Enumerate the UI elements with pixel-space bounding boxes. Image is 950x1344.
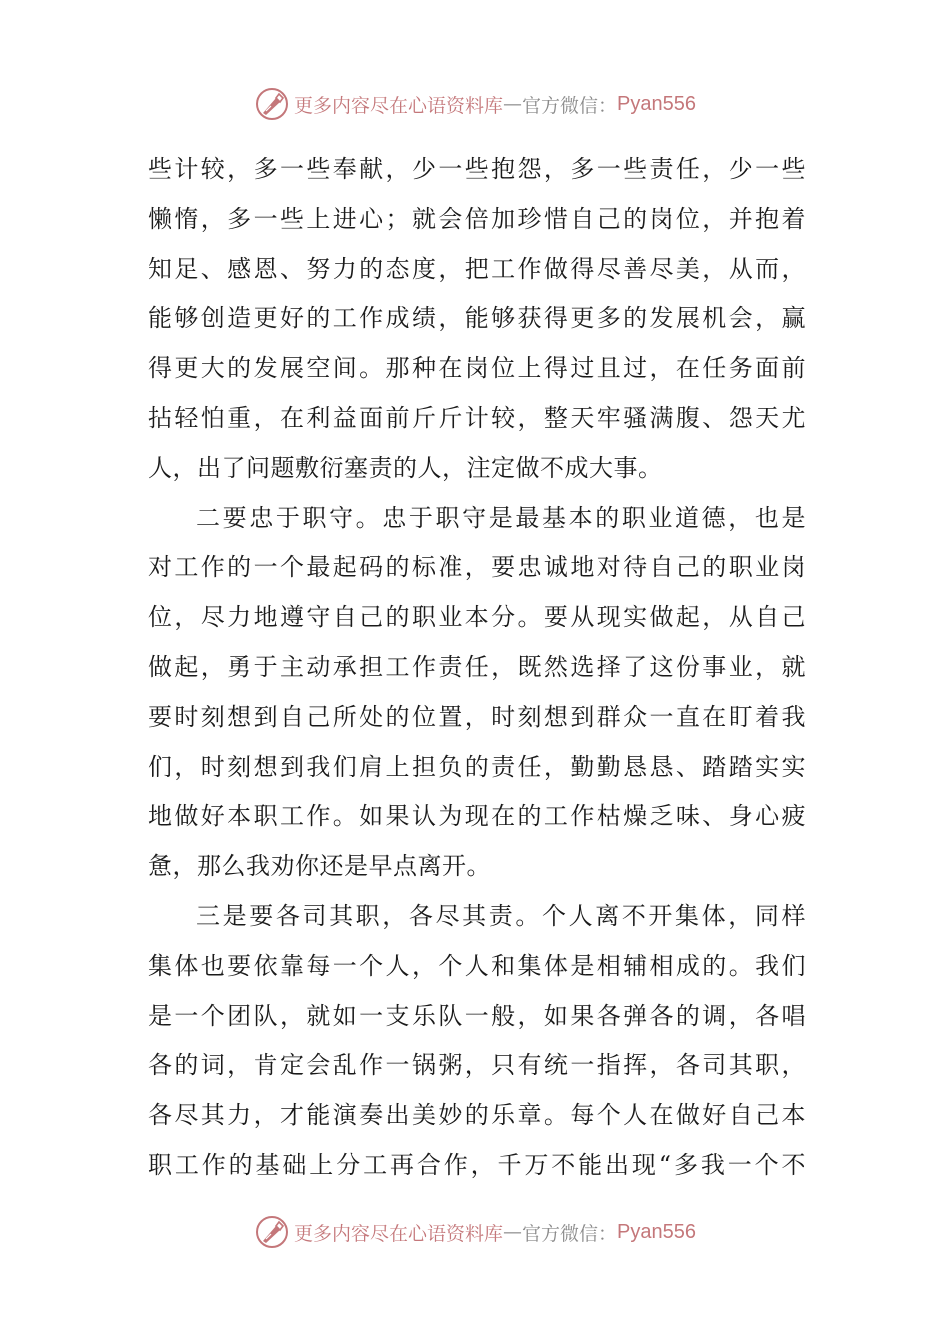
body-line: 得更大的发展空间。那种在岗位上得过且过，在任务面前 <box>148 354 806 383</box>
banner-dash: — <box>503 1221 523 1243</box>
body-line: 职工作的基础上分工再合作，千万不能出现“多我一个不 <box>148 1150 806 1179</box>
body-line: 是一个团队，就如一支乐队一般，如果各弹各的调，各唱 <box>148 1001 806 1030</box>
body-line: 们，时刻想到我们肩上担负的责任，勤勤恳恳、踏踏实实 <box>148 752 806 781</box>
body-line: 些计较，多一些奉献，少一些抱怨，多一些责任，少一些 <box>148 155 806 183</box>
paragraph-start-line: 二要忠于职守。忠于职守是最基本的职业道德，也是 <box>196 503 806 532</box>
body-line: 要时刻想到自己所处的位置，时刻想到群众一直在盯着我 <box>148 702 806 731</box>
body-line: 懒惰，多一些上进心；就会倍加珍惜自己的岗位，并抱着 <box>148 204 806 233</box>
body-line: 惫，那么我劝你还是早点离开。 <box>148 852 491 881</box>
wechat-id-text: Pyan556 <box>617 1220 696 1243</box>
body-line: 各的词，肯定会乱作一锅粥，只有统一指挥，各司其职， <box>148 1051 806 1080</box>
body-line: 对工作的一个最起码的标准，要忠诚地对待自己的职业岗 <box>148 553 806 582</box>
body-line: 集体也要依靠每一个人，个人和集体是相辅相成的。我们 <box>148 951 806 980</box>
site-name-text: 更多内容尽在心语资料库 <box>294 94 504 117</box>
body-line: 做起，勇于主动承担工作责任，既然选择了这份事业，就 <box>148 652 806 681</box>
footer-banner <box>0 1212 950 1252</box>
paragraph-start-line: 三是要各司其职，各尽其责。个人离不开集体，同样 <box>196 901 806 930</box>
body-line: 人，出了问题敷衍塞责的人，注定做不成大事。 <box>148 453 663 482</box>
body-line: 拈轻怕重，在利益面前斤斤计较，整天牢骚满腹、怨天尤 <box>148 403 806 432</box>
body-line: 位，尽力地遵守自己的职业本分。要从现实做起，从自己 <box>148 603 806 632</box>
site-name-text: 更多内容尽在心语资料库 <box>294 1222 504 1245</box>
body-line: 能够创造更好的工作成绩，能够获得更多的发展机会，赢 <box>148 304 806 333</box>
header-banner <box>0 84 950 124</box>
document-body <box>148 145 806 1191</box>
body-line: 地做好本职工作。如果认为现在的工作枯燥乏味、身心疲 <box>148 802 806 831</box>
banner-dash: — <box>503 93 523 115</box>
wechat-id-text: Pyan556 <box>617 92 696 115</box>
official-wechat-label: 官方微信： <box>522 94 618 117</box>
body-line: 各尽其力，才能演奏出美妙的乐章。每个人在做好自己本 <box>148 1101 806 1130</box>
pen-nib-logo-icon <box>254 1214 290 1250</box>
official-wechat-label: 官方微信： <box>522 1222 618 1245</box>
body-line: 知足、感恩、努力的态度，把工作做得尽善尽美，从而， <box>148 254 806 283</box>
pen-nib-logo-icon <box>254 86 290 122</box>
